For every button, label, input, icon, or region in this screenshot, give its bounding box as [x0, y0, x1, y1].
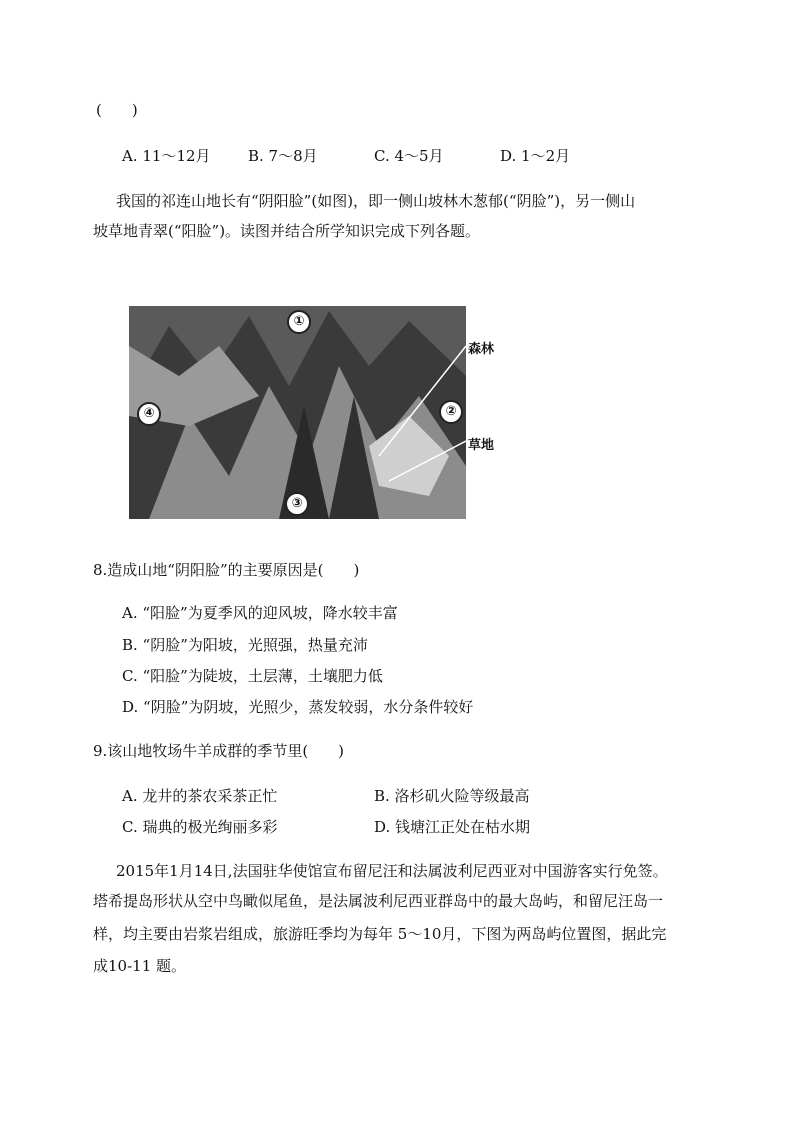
q8-option-c: C. “阳脸”为陡坡，土层薄，土壤肥力低 — [122, 667, 383, 685]
q9-stem: 9.该山地牧场牛羊成群的季节里( ) — [93, 742, 345, 760]
q8-option-a: A. “阳脸”为夏季风的迎风坡，降水较丰富 — [122, 604, 398, 622]
q9-option-a: A. 龙井的茶农采茶正忙 — [122, 787, 278, 805]
intro1-line2: 坡草地青翠(“阳脸”)。读图并结合所学知识完成下列各题。 — [93, 222, 481, 240]
mountain-illustration — [129, 306, 466, 519]
intro2-line3: 样，均主要由岩浆岩组成，旅游旺季均为每年 5～10月，下图为两岛屿位置图，据此完 — [93, 925, 667, 943]
marker-3: ③ — [285, 492, 309, 516]
q7-option-d: D. 1～2月 — [500, 147, 571, 165]
q8-option-d: D. “阴脸”为阴坡，光照少，蒸发较弱，水分条件较好 — [122, 698, 474, 716]
label-forest: 森林 — [468, 342, 495, 357]
q7-paren: ( ) — [96, 101, 138, 119]
q7-option-b: B. 7～8月 — [248, 147, 318, 165]
marker-1: ① — [287, 310, 311, 334]
q7-option-c: C. 4～5月 — [374, 147, 444, 165]
label-grass: 草地 — [468, 438, 495, 453]
q8-stem: 8.造成山地“阴阳脸”的主要原因是( ) — [93, 561, 360, 579]
q9-option-c: C. 瑞典的极光绚丽多彩 — [122, 818, 278, 836]
q8-option-b: B. “阴脸”为阳坡，光照强，热量充沛 — [122, 636, 368, 654]
intro1-line1: 我国的祁连山地长有“阴阳脸”(如图)，即一侧山坡林木葱郁(“阴脸”)，另一侧山 — [116, 192, 636, 210]
q9-option-b: B. 洛杉矶火险等级最高 — [374, 787, 530, 805]
intro2-line4: 成10-11 题。 — [93, 957, 187, 975]
q9-option-d: D. 钱塘江正处在枯水期 — [374, 818, 531, 836]
mountain-photo — [129, 306, 466, 519]
q7-option-a: A. 11～12月 — [122, 147, 211, 165]
marker-4: ④ — [137, 402, 161, 426]
intro2-line1: 2015年1月14日,法国驻华使馆宣布留尼汪和法属波利尼西亚对中国游客实行免签。 — [116, 862, 668, 880]
intro2-line2: 塔希提岛形状从空中鸟瞰似尾鱼，是法属波利尼西亚群岛中的最大岛屿，和留尼汪岛一 — [93, 892, 664, 910]
marker-2: ② — [439, 400, 463, 424]
